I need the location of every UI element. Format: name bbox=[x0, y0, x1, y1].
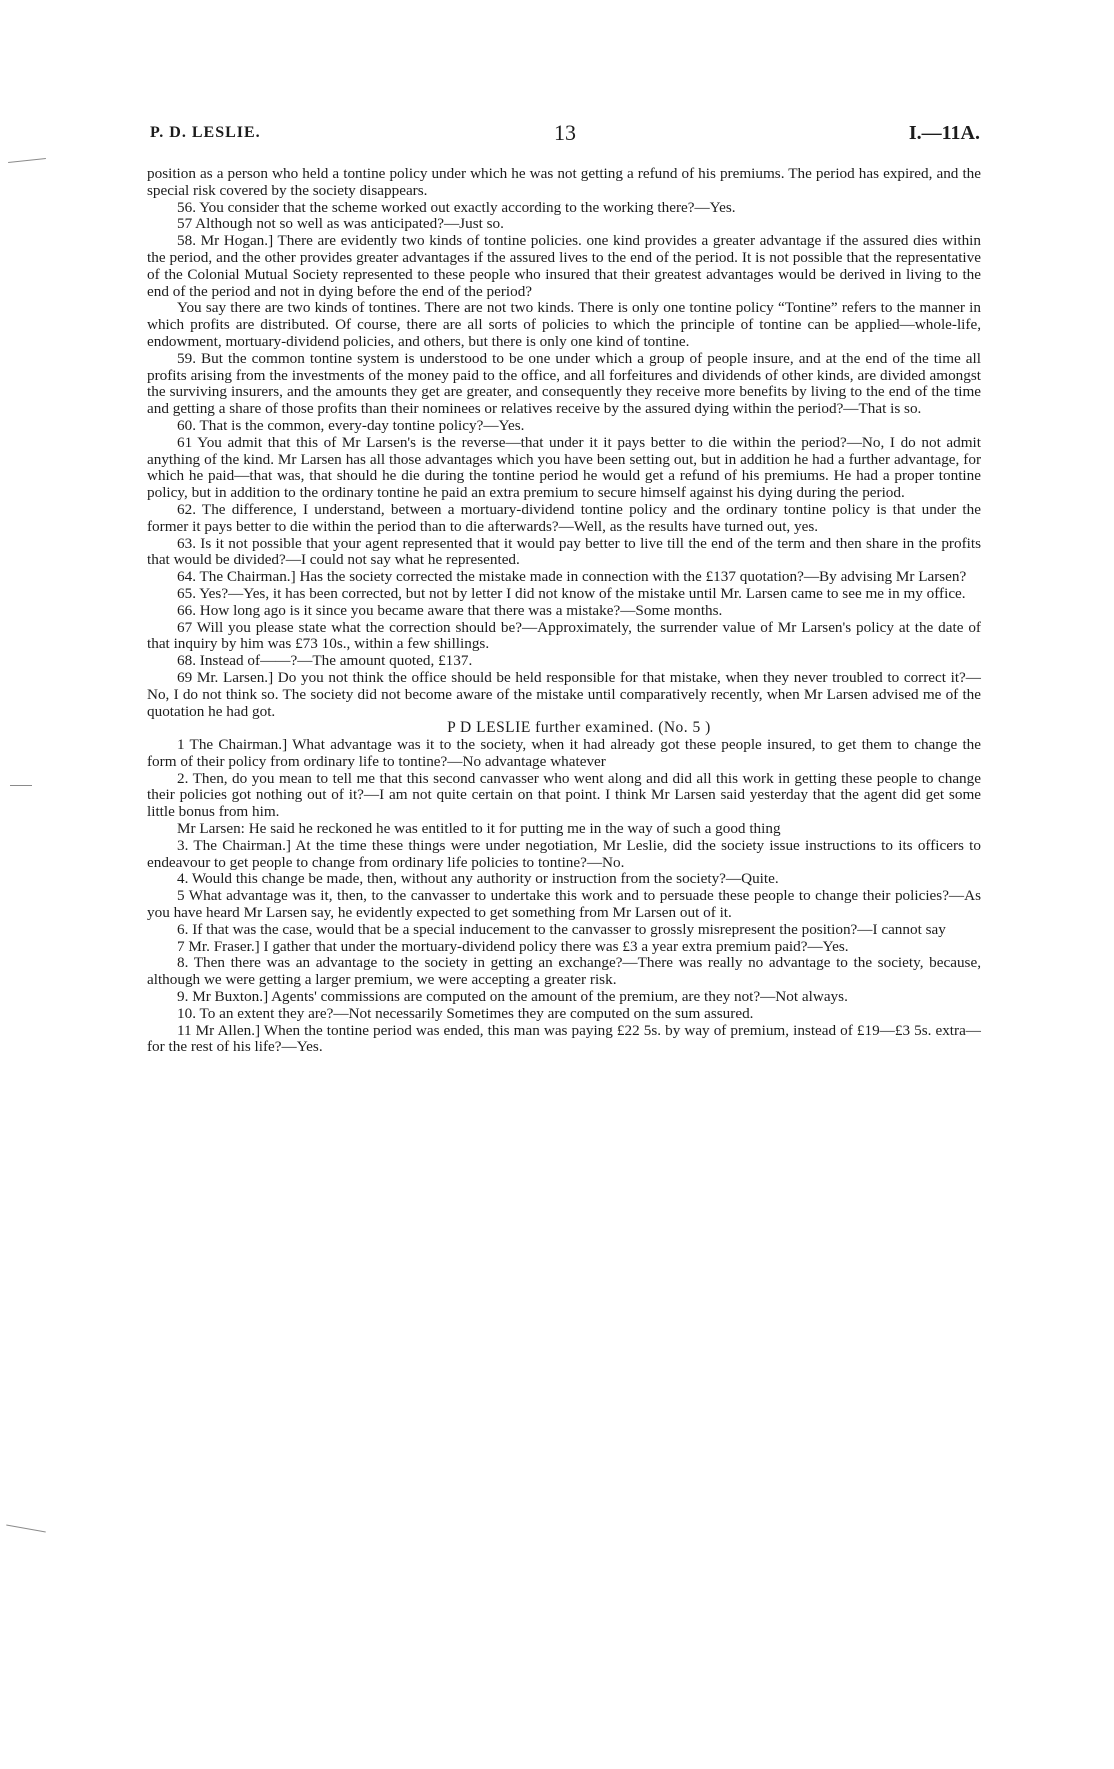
paragraph: 59. But the common tontine system is understood to be one under which a group of people insure, and at the end of the time all profits arising from the investments of the money paid to the office, and all forfeitures and dividends of other kinds, are divided amongst the surviving insurers, and the amounts they get are greater, and consequently they receive more benefits by living to the end of the time and getting a share of those profits than their nominees or relatives receive by the assured dying within the period?—That is so. bbox=[147, 349, 981, 418]
paragraph: 61 You admit that this of Mr Larsen's is the reverse—that under it it pays better to die within the period?—No, I do not admit anything of the kind. Mr Larsen has all those advantages which you have been setting out, but in addition he had a further advantage, for which he paid—that was, that should he die during the tontine period he would get a refund of his premiums. He had a proper tontine policy, but in addition to the ordinary tontine he paid an extra premium to secure himself against his dying during the period. bbox=[147, 433, 981, 502]
paragraph: 11 Mr Allen.] When the tontine period was ended, this man was paying £22 5s. by way of premium, instead of £19—£3 5s. extra—for the rest of his life?—Yes. bbox=[147, 1021, 981, 1056]
paragraph: 8. Then there was an advantage to the society in getting an exchange?—There was really no advantage to the society, because, although we were getting a larger premium, we were accepting a greater risk. bbox=[147, 954, 981, 989]
paragraph: 67 Will you please state what the correction should be?—Approximately, the surrender value of Mr Larsen's policy at the date of that inquiry by him was £73 10s., within a few shillings. bbox=[147, 618, 981, 653]
paragraph: position as a person who held a tontine policy under which he was not getting a refund of his premiums. The period has expired, and the special risk covered by the society disappears. bbox=[147, 165, 981, 199]
paragraph: 5 What advantage was it, then, to the canvasser to undertake this work and to persuade these people to change their policies?—As you have heard Mr Larsen say, he evidently expected to get something from Mr Larsen out of it. bbox=[147, 887, 981, 922]
paragraph: 62. The difference, I understand, between a mortuary-dividend tontine policy and the ordinary tontine policy is that under the former it pays better to die within the period than to die afterwards?—Well, as the results have turned out, yes. bbox=[147, 500, 981, 535]
page-number: 13 bbox=[554, 120, 576, 145]
paragraph: Mr Larsen: He said he reckoned he was entitled to it for putting me in the way of such a good thing bbox=[177, 820, 781, 838]
paragraph: You say there are two kinds of tontines. There are not two kinds. There is only one tontine policy “Tontine” refers to the manner in which profits are distributed. Of course, there are all sorts of policies to which the principle of tontine can be applied—whole-life, endowment, mortuary-dividend policies, and others, but there is only one kind of tontine. bbox=[147, 299, 981, 350]
paragraph: 10. To an extent they are?—Not necessarily Sometimes they are computed on the sum assured. bbox=[177, 1004, 754, 1022]
paragraph: 60. That is the common, every-day tontine policy?—Yes. bbox=[177, 416, 525, 434]
paragraph: 57 Although not so well as was anticipated?—Just so. bbox=[177, 215, 504, 233]
paragraph: 56. You consider that the scheme worked out exactly according to the working there?—Yes. bbox=[177, 198, 736, 216]
paragraph: 2. Then, do you mean to tell me that this second canvasser who went along and did all this work in getting these people to change their policies got nothing out of it?—I am not quite certain on that point. I think Mr Larsen said yesterday that the agent did get some little bonus from him. bbox=[147, 769, 981, 821]
paragraph: 1 The Chairman.] What advantage was it to the society, when it had already got these people insured, to get them to change the form of their policy from ordinary life to tontine?—No advantage whatever bbox=[147, 736, 981, 770]
margin-mark bbox=[10, 785, 32, 786]
paragraph: 7 Mr. Fraser.] I gather that under the mortuary-dividend policy there was £3 a year extra premium paid?—Yes. bbox=[177, 937, 849, 955]
running-header bbox=[150, 120, 980, 150]
paragraph: 3. The Chairman.] At the time these things were under negotiation, Mr Leslie, did the society issue instructions to its officers to endeavour to get people to change from ordinary life policies to tontine?—No. bbox=[147, 836, 981, 871]
paragraph: 65. Yes?—Yes, it has been corrected, but not by letter I did not know of the mistake until Mr. Larsen came to see me in my office. bbox=[177, 584, 966, 602]
paragraph: 63. Is it not possible that your agent represented that it would pay better to live till the end of the term and then share in the profits that would be divided?—I could not say what he represented. bbox=[147, 534, 981, 569]
header-witness-name: P. D. LESLIE. bbox=[150, 124, 261, 141]
section-heading: P D LESLIE further examined. (No. 5 ) bbox=[447, 719, 711, 737]
header-document-reference: I.—11A. bbox=[908, 122, 980, 144]
paragraph: 64. The Chairman.] Has the society corrected the mistake made in connection with the £137 quotation?—By advising Mr Larsen? bbox=[177, 568, 967, 586]
paragraph: 58. Mr Hogan.] There are evidently two kinds of tontine policies. one kind provides a greater advantage if the assured dies within the period, and the other provides greater advantages if the assured lives to the end of the period. It is not possible that the representative of the Colonial Mutual Society represented to these people who insured that their greatest advantages would be derived in living to the end of the period and not in dying before the end of the period? bbox=[147, 232, 981, 300]
paragraph: 69 Mr. Larsen.] Do you not think the office should be held responsible for that mistake, when they never troubled to correct it?—No, I do not think so. The society did not become aware of the mistake until comparatively recently, when Mr Larsen advised me of the quotation he had got. bbox=[147, 668, 981, 720]
paragraph: 6. If that was the case, would that be a special inducement to the canvasser to grossly misrepresent the position?—I cannot say bbox=[177, 920, 946, 938]
paragraph: 68. Instead of——?—The amount quoted, £137. bbox=[177, 652, 473, 670]
paragraph: 4. Would this change be made, then, without any authority or instruction from the society?—Quite. bbox=[177, 870, 779, 888]
margin-mark bbox=[8, 158, 46, 163]
body-text bbox=[147, 166, 981, 1056]
margin-mark bbox=[6, 1525, 46, 1533]
paragraph: 9. Mr Buxton.] Agents' commissions are computed on the amount of the premium, are they not?—Not always. bbox=[177, 988, 848, 1006]
paragraph: 66. How long ago is it since you became aware that there was a mistake?—Some months. bbox=[177, 601, 723, 619]
